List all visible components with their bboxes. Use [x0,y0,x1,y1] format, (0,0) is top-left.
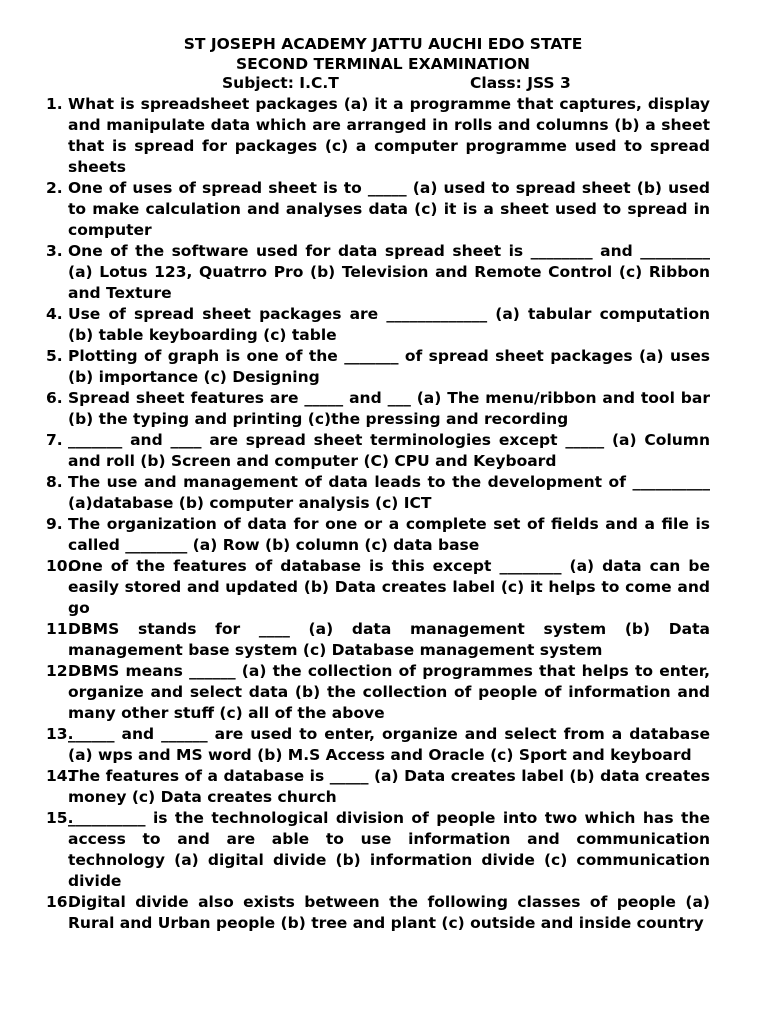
question-number: 8. [46,473,63,491]
question-text: Plotting of graph is one of the _______ of spread sheet packages (a) uses (b) importance (c) Designing [68,347,710,386]
question-text: __________ is the technological division of people into two which has the access to and are able to use information and communication technology (a) digital divide (b) information divide (c) communication divide [68,809,710,890]
question-text: What is spreadsheet packages (a) it a programme that captures, display and manipulate data which are arranged in rolls and columns (b) a sheet that is spread for packages (c) a computer programme used to spread sheets [68,95,710,176]
question-number: 2. [46,179,63,197]
question-number: 1. [46,95,63,113]
question-number: 16. [46,893,74,911]
question-text: The use and management of data leads to the development of __________ (a)database (b) computer analysis (c) ICT [68,473,710,512]
question-item [46,94,710,178]
class-label: Class: JSS 3 [470,74,571,92]
question-item [46,346,710,388]
question-number: 10. [46,557,74,575]
question-item [46,619,710,661]
question-number: 11. [46,620,74,638]
question-item [46,808,710,892]
question-number: 13. [46,725,74,743]
question-number: 3. [46,242,63,260]
question-text: One of the software used for data spread sheet is ________ and _________ (a) Lotus 123, Quatrro Pro (b) Television and Remote Control (c) Ribbon and Texture [68,242,710,302]
question-number: 6. [46,389,63,407]
question-item [46,430,710,472]
question-list [46,94,710,934]
exam-title: SECOND TERMINAL EXAMINATION [235,54,531,73]
question-item [46,766,710,808]
question-item [46,514,710,556]
question-number: 14. [46,767,74,785]
question-number: 9. [46,515,63,533]
subject-class-line [56,74,710,94]
question-item [46,241,710,304]
question-text: Use of spread sheet packages are _____________ (a) tabular computation (b) table keyboarding (c) table [68,305,710,344]
question-item [46,388,710,430]
question-number: 5. [46,347,63,365]
question-text: Digital divide also exists between the following classes of people (a) Rural and Urban people (b) tree and plant (c) outside and inside country [68,893,710,932]
question-number: 15. [46,809,74,827]
question-text: Spread sheet features are _____ and ___ (a) The menu/ribbon and tool bar (b) the typing and printing (c)the pressing and recording [68,389,710,428]
question-text: The organization of data for one or a complete set of fields and a file is called ________ (a) Row (b) column (c) data base [68,515,710,554]
subject-label: Subject: I.C.T [222,74,339,92]
question-text: DBMS means ______ (a) the collection of programmes that helps to enter, organize and select data (b) the collection of people of information and many other stuff (c) all of the above [68,662,710,722]
question-text: _______ and ____ are spread sheet terminologies except _____ (a) Column and roll (b) Screen and computer (C) CPU and Keyboard [68,431,710,470]
question-item [46,892,710,934]
question-text: One of the features of database is this except ________ (a) data can be easily stored and updated (b) Data creates label (c) it helps to come and go [68,557,710,617]
question-text: The features of a database is _____ (a) Data creates label (b) data creates money (c) Data creates church [68,767,710,806]
question-item [46,556,710,619]
school-name: ST JOSEPH ACADEMY JATTU AUCHI EDO STATE [183,35,583,53]
question-text: ______ and ______ are used to enter, organize and select from a database (a) wps and MS word (b) M.S Access and Oracle (c) Sport and keyboard [68,725,710,764]
question-item [46,304,710,346]
question-number: 12. [46,662,74,680]
question-item [46,178,710,241]
question-number: 7. [46,431,63,449]
question-item [46,661,710,724]
question-text: One of uses of spread sheet is to _____ (a) used to spread sheet (b) used to make calculation and analyses data (c) it is a sheet used to spread in computer [68,179,710,239]
question-item [46,472,710,514]
question-number: 4. [46,305,63,323]
question-text: DBMS stands for ____ (a) data management system (b) Data management base system (c) Database management system [68,620,710,659]
question-item [46,724,710,766]
exam-header [56,35,710,94]
